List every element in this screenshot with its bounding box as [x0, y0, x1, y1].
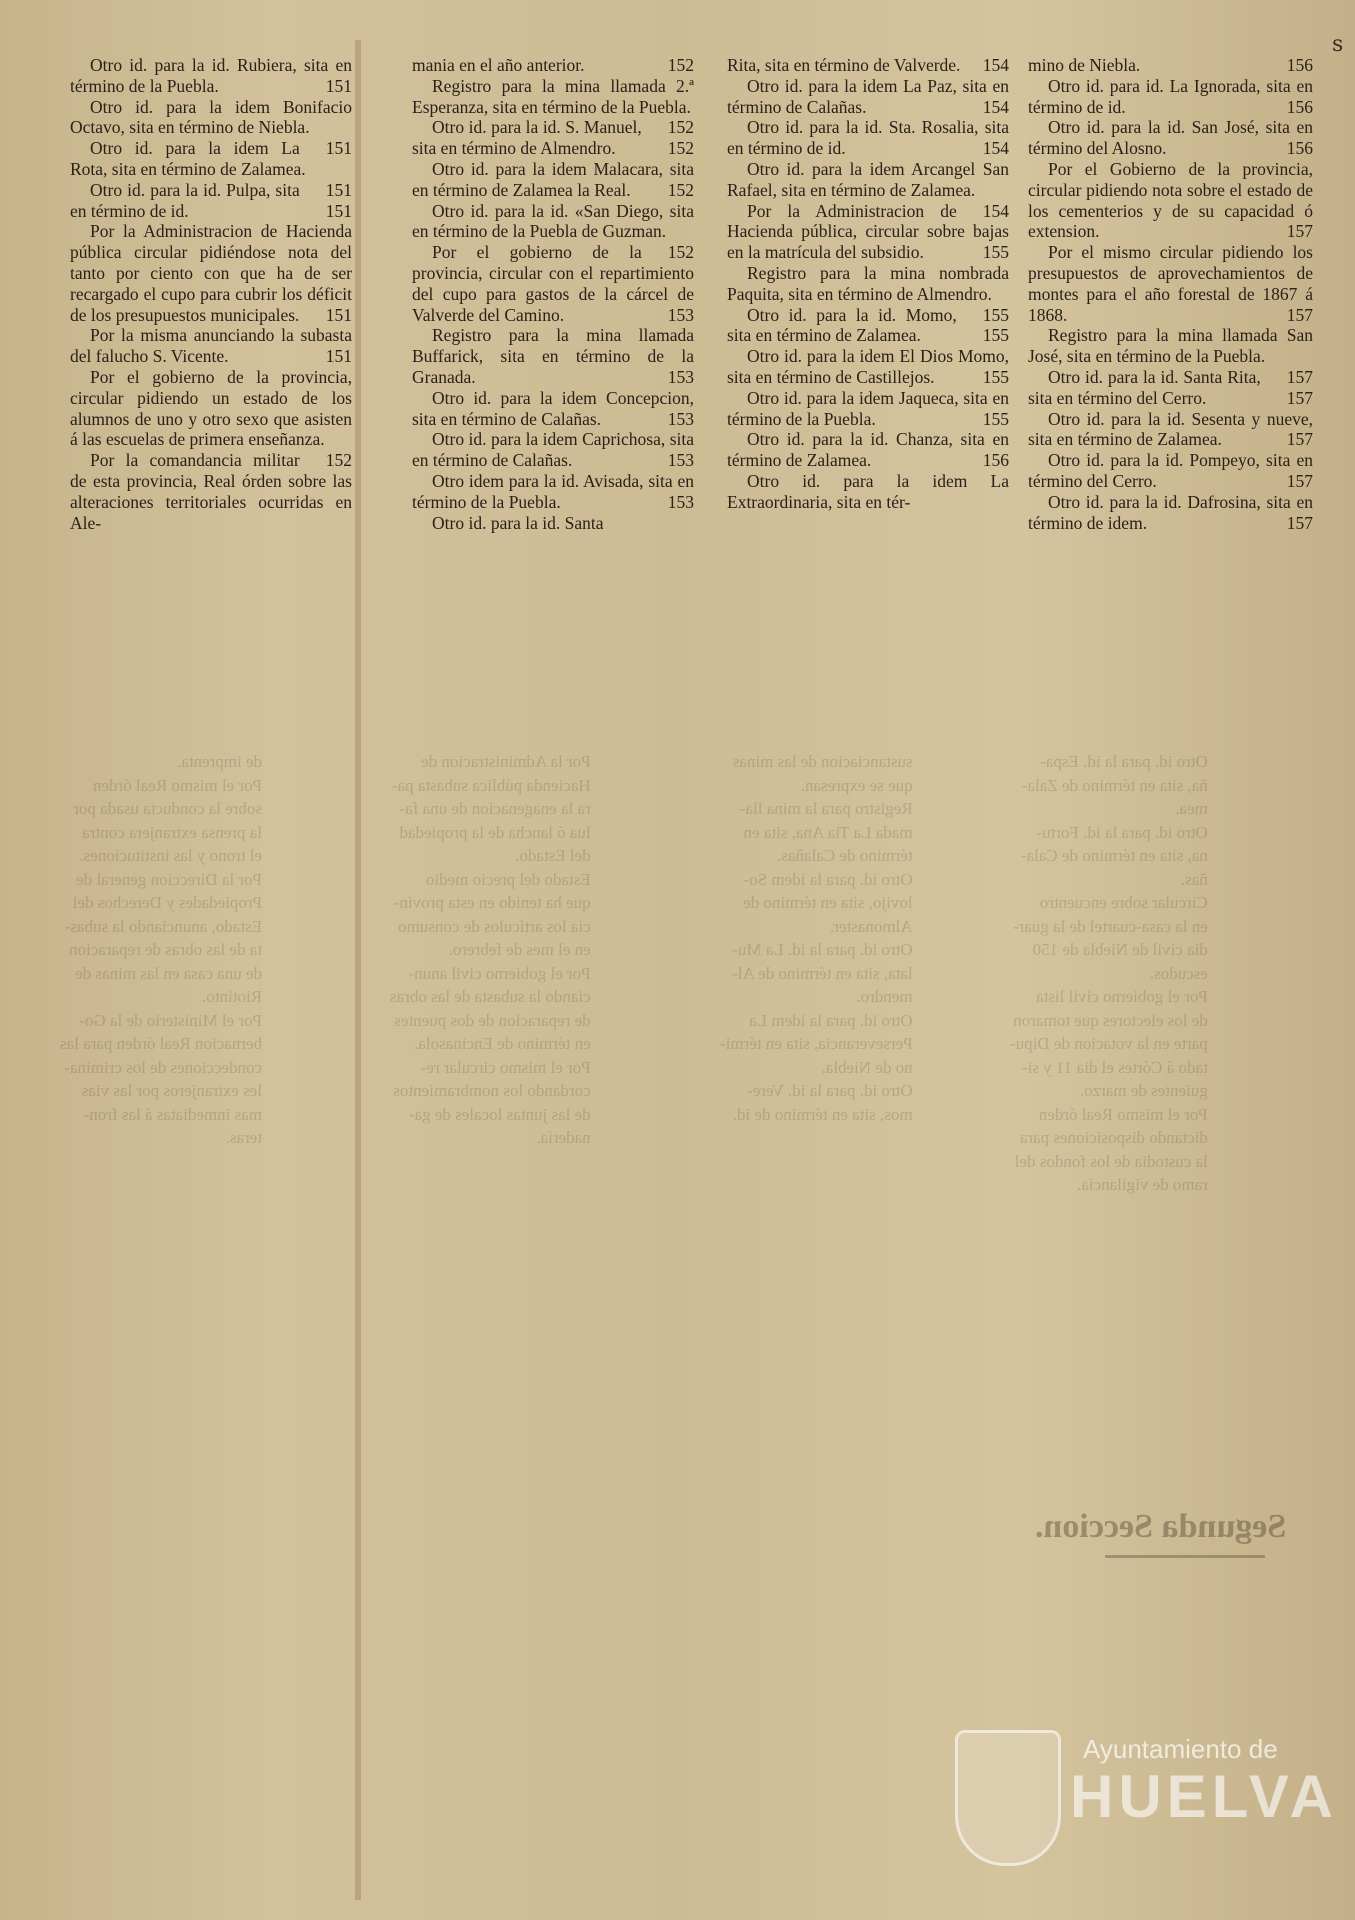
show-through-line: nadería. — [536, 1128, 591, 1147]
entry-text: Por la misma anunciando la subasta del falucho S. Vicente. — [70, 325, 352, 367]
show-through-line: sobre la conducta usada por — [73, 799, 263, 818]
watermark-name: HUELVA — [1070, 1763, 1338, 1830]
archive-watermark — [955, 1722, 1338, 1902]
page-number: 154 — [982, 138, 1009, 159]
index-entry — [727, 76, 1009, 118]
page-number: 151 — [325, 200, 352, 221]
show-through-line: Hacienda pública subasta pa- — [391, 775, 591, 795]
index-entry — [412, 200, 694, 263]
page-number: 152 — [667, 138, 694, 159]
index-entry — [1028, 242, 1313, 325]
page-number: 154 — [982, 200, 1009, 221]
entry-text: Registro para la mina llamada 2.ª Esperanza, sita en término de la Puebla. — [412, 75, 694, 117]
show-through-line: parte en la votacion de Dipu- — [1010, 1034, 1208, 1053]
entry-text: Por el mismo circular pidiendo los presupuestos de aprovechamientos de montes para el año forestal de 1867 á 1868. — [1028, 242, 1313, 325]
entry-text: Por la comandancia militar de esta provincia, Real órden sobre las alteraciones territoriales ocurridas en Ale- — [70, 450, 352, 533]
show-through-line: Riotinto. — [202, 987, 263, 1006]
entry-text: Otro id. para id. La Ignorada, sita en término de id. — [1028, 75, 1313, 117]
show-through-line: Por el mismo Real órden — [1038, 1104, 1208, 1124]
show-through-line: Otro id. para la id. Espa- — [1040, 752, 1208, 771]
page-number: 152 — [667, 179, 694, 200]
show-through-line: Por el mismo Real órden — [93, 775, 263, 795]
show-through-line: lovijo, sita en término de — [743, 893, 913, 912]
page-number: 153 — [667, 366, 694, 387]
show-through-line: dia civil de Niebla de 150 — [1032, 940, 1208, 959]
page-number: 157 — [1286, 512, 1313, 533]
show-through-line: Circular sobre encuentro — [1039, 893, 1208, 912]
page-number: 151 — [325, 179, 352, 200]
index-entry — [727, 388, 1009, 430]
entry-text: Otro id. para la id. Momo, sita en término de Zalamea. — [727, 304, 957, 346]
entry-text: Otro id. para la id. Rubiera, sita en término de la Puebla. — [70, 55, 352, 96]
entry-text: Rita, sita en término de Valverde. — [727, 55, 961, 75]
show-through-line: Almonaster. — [829, 916, 913, 936]
entry-text: Otro id. para la idem Jaqueca, sita en término de la Puebla. — [727, 387, 1009, 429]
show-through-line: guientes de marzo. — [1079, 1081, 1208, 1100]
show-through-text — [720, 750, 913, 1126]
page-number: 156 — [1286, 96, 1313, 117]
show-through-line: sustanciacion de las minas — [732, 752, 913, 771]
entry-text: Otro id. para la idem Caprichosa, sita en término de Calañas. — [412, 429, 694, 471]
coat-of-arms-icon — [955, 1730, 1061, 1866]
index-column-3 — [727, 55, 1009, 513]
show-through-line: Por el gobierno civil lista — [1035, 987, 1208, 1006]
index-entry — [412, 429, 694, 471]
show-through-line: de los electores que tomaron — [1013, 1010, 1208, 1030]
show-through-line: ramo de vigilancia. — [1077, 1175, 1208, 1194]
show-through-line: Por la Direccion general de — [76, 869, 263, 889]
entry-text: Otro id. para la idem Concepcion, sita en término de Calañas. — [412, 387, 694, 429]
index-entry — [1028, 450, 1313, 492]
index-entry — [70, 221, 352, 325]
index-entry — [727, 158, 1009, 221]
show-through-line: no de Niebla. — [821, 1057, 913, 1077]
entry-text: Otro id. para la id. Sta. Rosalia, sita en término de id. — [727, 117, 1009, 159]
show-through-line: teras. — [225, 1128, 263, 1147]
show-through-line: la prensa extranjera contra — [82, 822, 263, 842]
page-number: 152 — [667, 55, 694, 75]
page-number: 155 — [982, 366, 1009, 387]
entry-text: Otro id. para la idem El Dios Momo, sita en término de Castillejos. — [727, 346, 1009, 387]
show-through-line: en la casa-cuartel de la guar- — [1013, 916, 1208, 936]
show-through-line: ña, sita en término de Zala- — [1021, 775, 1208, 795]
show-through-line: Otro id. para la idem La — [749, 1010, 913, 1030]
entry-text: Registro para la mina llamada Buffarick, sita en término de la Granada. — [412, 325, 694, 387]
show-through-text — [60, 750, 262, 1150]
entry-text: Por el gobierno de la provincia, circular pidiendo un estado de los alumnos de uno y otro sexo que asisten á las escuelas de primera enseñanza. — [70, 366, 352, 450]
entry-text: Otro id. para la id. San José, sita en término del Alosno. — [1028, 117, 1313, 159]
show-through-line: Estado, anunciando la subas- — [64, 916, 263, 936]
entry-text: Otro id. para la id. Pulpa, sita en término de id. — [70, 179, 300, 221]
entry-text: Registro para la mina llamada San José, sita en término de la Puebla. — [1028, 325, 1313, 367]
entry-text: Otro id. para la id. Chanza, sita en término de Zalamea. — [727, 429, 1009, 471]
index-entry — [1028, 117, 1313, 159]
index-entry — [1028, 76, 1313, 118]
page-number: 153 — [667, 450, 694, 471]
show-through-text — [390, 750, 591, 1150]
show-through-line: Registro para la mina lla- — [739, 799, 913, 818]
show-through-line: ñas. — [1180, 869, 1208, 889]
entry-text: Otro id. para la id. S. Manuel, sita en término de Almendro. — [412, 117, 642, 159]
watermark-city: Ayuntamiento de — [1083, 1734, 1278, 1764]
page-number: 151 — [325, 304, 352, 325]
index-entry — [412, 159, 694, 201]
entry-text: Otro idem para la id. Avisada, sita en término de la Puebla. — [412, 470, 694, 512]
page-number: 152 — [667, 242, 694, 263]
index-entry — [727, 429, 1009, 471]
index-entry — [1028, 159, 1313, 242]
index-entry — [727, 346, 1009, 388]
show-through-line: Por el mismo circular re- — [420, 1057, 591, 1077]
page-number: 157 — [1286, 387, 1313, 408]
page-number: 156 — [1286, 55, 1313, 75]
page-number: 156 — [1286, 138, 1313, 159]
show-through-text — [1010, 750, 1208, 1197]
show-through-line: Otro id. para la id. La Mu- — [732, 940, 913, 959]
show-through-line: ciando la subasta de las obras — [390, 987, 591, 1006]
show-through-rule — [1105, 1555, 1265, 1558]
show-through-line: mos, sita en término de id. — [732, 1104, 913, 1124]
page-number: 155 — [982, 408, 1009, 429]
entry-text: Otro id. para la id. Pompeyo, sita en término del Cerro. — [1028, 450, 1313, 491]
entry-text: Otro id. para la idem Arcangel San Rafael, sita en término de Zalamea. — [727, 158, 1009, 200]
corner-mark: s — [1332, 32, 1344, 57]
index-entry — [412, 513, 694, 534]
show-through-line: Otro id. para la id. Fortu- — [1036, 822, 1208, 842]
entry-text: Otro id. para la id. Santa — [432, 512, 604, 533]
entry-text: Otro id. para la idem Malacara, sita en término de Zalamea la Real. — [412, 158, 694, 200]
index-entry — [1028, 55, 1313, 76]
entry-text: Otro id. para la idem La Rota, sita en término de Zalamea. — [70, 138, 306, 179]
page-number: 153 — [667, 408, 694, 429]
show-through-line: mendro. — [856, 987, 913, 1006]
page-number: 152 — [667, 117, 694, 138]
index-entry — [412, 388, 694, 430]
show-through-line: cordando los nombramientos — [393, 1081, 591, 1100]
show-through-line: en término de Encinasola. — [414, 1034, 591, 1053]
show-through-line: lua ó lancha de la propiedad — [399, 822, 591, 842]
index-entry — [412, 55, 694, 76]
show-through-line: bernacion Real órden para las — [60, 1034, 263, 1053]
show-through-section-title: Segunda Seccion. — [1035, 1508, 1287, 1545]
page-number: 157 — [1286, 304, 1313, 325]
entry-text: Otro id. para la id. «San Diego, sita en término de la Puebla de Guzman. — [412, 200, 694, 242]
show-through-line: de una casa en las minas de — [75, 963, 263, 983]
entry-text: Por el Gobierno de la provincia, circular pidiendo nota sobre el estado de los cementerios y de su capacidad ó extension. — [1028, 158, 1313, 242]
entry-text: mania en el año anterior. — [412, 55, 585, 75]
entry-text: Por la Administracion de Hacienda pública circular pidiéndose nota del tanto por ciento con que ha de ser recargado el cupo para cubrir los déficit de los presupuestos municipales. — [70, 221, 352, 325]
show-through-line: Perseverancia, sita en térmi- — [720, 1034, 913, 1053]
entry-text: Por la Administracion de Hacienda pública, circular sobre bajas en la matrícula del subsidio. — [727, 200, 1009, 263]
show-through-line: de reparacion de dos puentes — [394, 1010, 591, 1030]
page-number: 154 — [982, 55, 1009, 75]
show-through-line: en el mes de febrero. — [448, 940, 591, 959]
index-entry — [1028, 409, 1313, 451]
show-through-line: tado á Córtes el dia 11 y si- — [1021, 1057, 1208, 1077]
page-number: 151 — [325, 138, 352, 159]
entry-text: Otro id. para la idem Bonifacio Octavo, sita en término de Niebla. — [70, 96, 352, 138]
show-through-line: término de Calañas. — [777, 846, 913, 865]
show-through-line: que ha tenido en esta provin- — [393, 893, 591, 912]
index-column-4 — [1028, 55, 1313, 533]
index-entry — [70, 55, 352, 97]
show-through-line: condecciones de los crimina- — [64, 1057, 263, 1077]
show-through-line: les extranjeros por las vias — [81, 1081, 263, 1100]
show-through-line: Propiedades y Derechos del — [72, 893, 263, 912]
page-number: 157 — [1286, 429, 1313, 450]
show-through-line: ta de las obras de reparacion — [68, 940, 263, 959]
show-through-line: Por el Ministerio de la Go- — [79, 1010, 263, 1030]
page-number: 155 — [982, 325, 1009, 346]
index-entry — [412, 471, 694, 513]
show-through-line: de imprenta. — [177, 752, 263, 771]
show-through-line: Por el gobierno civil anun- — [408, 963, 591, 983]
show-through-line: lata, sita en término de Al- — [732, 963, 913, 983]
index-column-1 — [70, 55, 352, 533]
entry-text: Registro para la mina nombrada Paquita, sita en término de Almendro. — [727, 262, 1009, 304]
show-through-line: cia los artículos de consumo — [398, 916, 591, 936]
show-through-line: Estado del precio medio — [425, 869, 591, 889]
show-through-line: Otro id. para la id. Vere- — [747, 1081, 913, 1100]
index-column-2 — [412, 55, 694, 533]
page-number: 152 — [325, 450, 352, 471]
index-entry — [412, 325, 694, 387]
page-number: 157 — [1286, 221, 1313, 242]
show-through-line: mada La Tia Ana, sita en — [743, 822, 913, 842]
page-number: 154 — [982, 96, 1009, 117]
index-entry — [727, 471, 1009, 513]
entry-text: Por el gobierno de la provincia, circular con el repartimiento del cupo para gastos de la cárcel de Valverde del Camino. — [412, 242, 694, 325]
page-number: 153 — [667, 491, 694, 512]
index-entry — [1028, 492, 1313, 534]
page-number: 157 — [1286, 366, 1313, 387]
show-through-line: escudos. — [1149, 963, 1208, 983]
page-number: 157 — [1286, 470, 1313, 491]
column-gutter — [355, 40, 361, 1900]
show-through-line: Otro id. para la idem So- — [743, 869, 913, 889]
show-through-line: mea. — [1175, 799, 1208, 818]
entry-text: Otro id. para la idem La Paz, sita en término de Calañas. — [727, 75, 1009, 117]
entry-text: mino de Niebla. — [1028, 55, 1141, 75]
show-through-line: na, sita en término de Cala- — [1020, 846, 1208, 865]
entry-text: Otro id. para la id. Sesenta y nueve, sita en término de Zalamea. — [1028, 408, 1313, 450]
page-number: 153 — [667, 304, 694, 325]
page-number: 156 — [982, 450, 1009, 471]
show-through-line: ra la enagenacion de una fa- — [399, 799, 591, 818]
entry-text: Otro id. para la id. Santa Rita, sita en término del Cerro. — [1028, 366, 1261, 408]
index-entry — [727, 55, 1009, 76]
index-entry — [727, 117, 1009, 159]
entry-text: Otro id. para la id. Dafrosina, sita en término de idem. — [1028, 491, 1313, 533]
entry-text: Otro id. para la idem La Extraordinaria, sita en tér- — [727, 470, 1009, 512]
show-through-line: la custodia de los fondos del — [1014, 1151, 1208, 1171]
index-entry — [70, 325, 352, 367]
show-through-line: que se expresan. — [800, 775, 913, 795]
show-through-line: mas inmediatas á las fron- — [83, 1104, 263, 1124]
page-number: 155 — [982, 304, 1009, 325]
show-through-line: de las juntas locales de ga- — [408, 1104, 591, 1124]
show-through-line: del Estado. — [515, 846, 591, 865]
page-number: 155 — [982, 242, 1009, 263]
show-through-line: Por la Administracion de — [421, 752, 591, 771]
show-through-line: el trono y las instituciones. — [79, 846, 263, 865]
page-number: 151 — [325, 75, 352, 96]
show-through-line: dictando disposiciones para — [1019, 1128, 1208, 1147]
index-entry — [70, 366, 352, 471]
page-number: 151 — [325, 346, 352, 367]
